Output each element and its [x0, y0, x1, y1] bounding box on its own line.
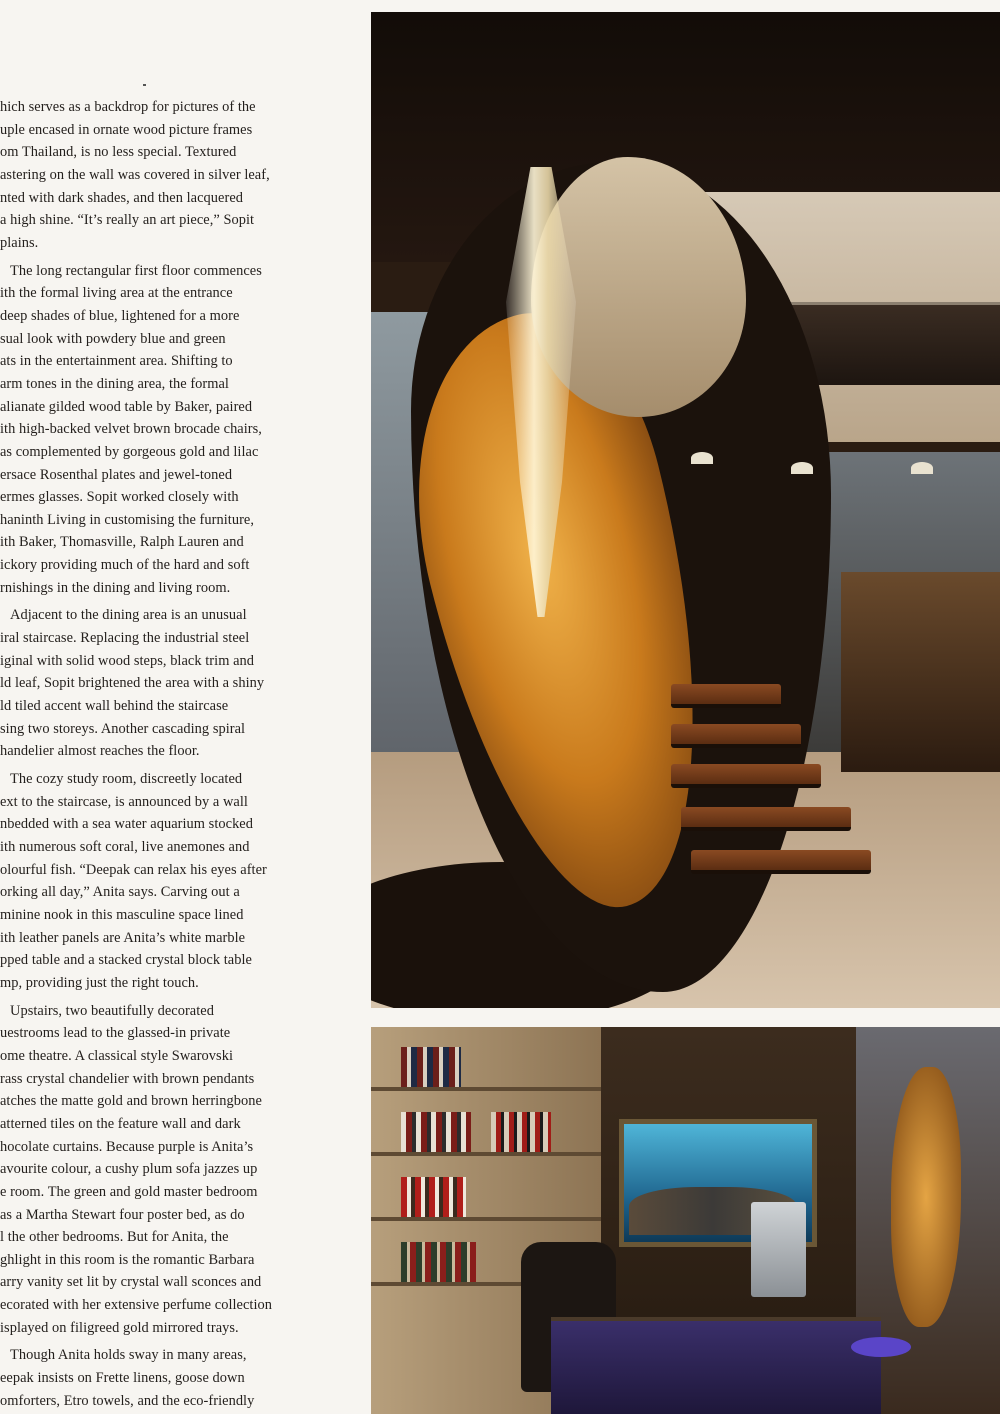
text-line: nted with dark shades, and then lacquered	[0, 189, 244, 206]
study-desk	[551, 1317, 881, 1414]
text-line: avourite colour, a cushy plum sofa jazzes up	[0, 1161, 258, 1178]
text-line: atterned tiles on the feature wall and dark	[0, 1115, 241, 1132]
books	[401, 1112, 471, 1152]
text-line: ith Baker, Thomasville, Ralph Lauren and	[0, 534, 244, 551]
ceiling-lamp	[911, 462, 933, 474]
text-line: om Thailand, is no less special. Textured	[0, 144, 237, 161]
text-line: rnishings in the dining and living room.	[0, 579, 231, 596]
text-line: ith high-backed velvet brown brocade chairs,	[0, 421, 262, 438]
text-line: l the other bedrooms. But for Anita, the	[0, 1229, 229, 1246]
computer-monitor	[751, 1202, 806, 1297]
books	[401, 1177, 466, 1217]
text-line: astering on the wall was covered in silver leaf,	[0, 166, 270, 183]
books	[401, 1047, 461, 1087]
text-line: atches the matte gold and brown herringbone	[0, 1093, 262, 1110]
text-line: Upstairs, two beautifully decorated	[10, 1002, 214, 1019]
text-line: arm tones in the dining area, the formal	[0, 375, 229, 392]
shelf	[371, 1152, 601, 1156]
text-line: omforters, Etro towels, and the eco-friendly	[0, 1392, 255, 1409]
paragraph	[0, 1000, 322, 1340]
stair-step	[671, 764, 821, 788]
text-line: rass crystal chandelier with brown pendants	[0, 1070, 255, 1087]
stair-step	[671, 724, 801, 748]
text-line: orking all day,” Anita says. Carving out a	[0, 884, 240, 901]
text-line: ecorated with her extensive perfume collection	[0, 1297, 273, 1314]
text-line: ext to the staircase, is announced by a wall	[0, 793, 248, 810]
text-line: haninth Living in customising the furniture,	[0, 511, 255, 528]
paragraph	[0, 96, 322, 255]
text-line: uple encased in ornate wood picture frames	[0, 121, 253, 138]
text-line: hich serves as a backdrop for pictures of the	[0, 99, 256, 115]
text-line: minine nook in this masculine space lined	[0, 906, 244, 923]
purple-floor-light	[851, 1337, 911, 1357]
text-line: handelier almost reaches the floor.	[0, 743, 200, 760]
text-line: as complemented by gorgeous gold and lilac	[0, 443, 259, 460]
text-line: plains.	[0, 234, 39, 251]
text-line: ersace Rosenthal plates and jewel-toned	[0, 466, 233, 483]
text-line: as a Martha Stewart four poster bed, as do	[0, 1206, 245, 1223]
stair-step	[681, 807, 851, 831]
text-line: ld tiled accent wall behind the staircase	[0, 698, 229, 715]
gold-stair-wall	[891, 1067, 961, 1327]
text-line: mp, providing just the right touch.	[0, 974, 199, 991]
print-mark	[143, 84, 146, 86]
text-line: iginal with solid wood steps, black trim and	[0, 652, 255, 669]
stair-step	[691, 850, 871, 874]
text-line: ld leaf, Sopit brightened the area with a shiny	[0, 675, 265, 692]
paragraph	[0, 260, 322, 600]
text-line: The cozy study room, discreetly located	[10, 771, 243, 788]
stair-step	[671, 684, 781, 708]
text-line: ermes glasses. Sopit worked closely with	[0, 489, 239, 506]
text-line: Adjacent to the dining area is an unusual	[10, 607, 247, 624]
text-line: nbedded with a sea water aquarium stocked	[0, 816, 253, 833]
study-room-photo	[371, 1027, 1000, 1414]
text-line: sing two storeys. Another cascading spiral	[0, 720, 246, 737]
dining-table	[841, 572, 1000, 772]
text-line: ith leather panels are Anita’s white marble	[0, 929, 246, 946]
text-line: a high shine. “It’s really an art piece,” Sopit	[0, 212, 255, 229]
paragraph	[0, 604, 322, 763]
text-line: iral staircase. Replacing the industrial steel	[0, 630, 250, 647]
ceiling-lamp	[691, 452, 713, 464]
text-line: deep shades of blue, lightened for a more	[0, 307, 240, 324]
text-line: ickory providing much of the hard and soft	[0, 557, 250, 574]
text-line: The long rectangular first floor commences	[10, 262, 262, 279]
text-line: olourful fish. “Deepak can relax his eyes after	[0, 861, 267, 878]
text-line: eepak insists on Frette linens, goose down	[0, 1370, 245, 1387]
text-line: ghlight in this room is the romantic Barbara	[0, 1251, 255, 1268]
text-line: ith numerous soft coral, live anemones and	[0, 839, 250, 855]
text-line: arry vanity set lit by crystal wall sconces and	[0, 1274, 262, 1291]
text-line: pped table and a stacked crystal block table	[0, 952, 252, 969]
books	[491, 1112, 551, 1152]
books	[401, 1242, 476, 1282]
text-line: alianate gilded wood table by Baker, paired	[0, 398, 253, 415]
paragraph	[0, 768, 322, 995]
text-line: Though Anita holds sway in many areas,	[10, 1347, 247, 1364]
text-line: ats in the entertainment area. Shifting to	[0, 353, 233, 370]
staircase-photo	[371, 12, 1000, 1008]
shelf	[371, 1087, 601, 1091]
text-line: uestrooms lead to the glassed-in private	[0, 1025, 231, 1042]
text-line: sual look with powdery blue and green	[0, 330, 226, 347]
shelf	[371, 1217, 601, 1221]
text-line: ith the formal living area at the entrance	[0, 285, 233, 302]
article-text-column	[0, 96, 322, 1414]
paragraph	[0, 1344, 322, 1412]
text-line: ome theatre. A classical style Swarovski	[0, 1047, 233, 1064]
ceiling-lamp	[791, 462, 813, 474]
text-line: isplayed on filigreed gold mirrored trays.	[0, 1319, 239, 1336]
text-line: hocolate curtains. Because purple is Anita’s	[0, 1138, 254, 1155]
text-line: e room. The green and gold master bedroom	[0, 1183, 258, 1200]
